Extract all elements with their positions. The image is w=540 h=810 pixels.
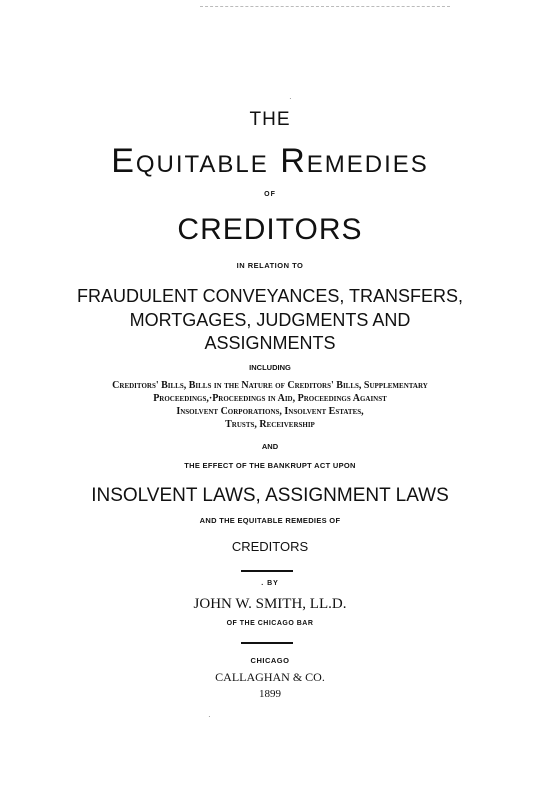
line-including-list-3: Insolvent Corporations, Insolvent Estates,: [176, 406, 364, 417]
line-mortgages-judgments: MORTGAGES, JUDGMENTS AND: [129, 310, 411, 330]
imprint-year: 1899: [259, 688, 281, 700]
line-equitable-remedies-of: AND THE EQUITABLE REMEDIES OF: [199, 516, 341, 525]
line-of: OF: [264, 191, 276, 198]
line-bankrupt-act: THE EFFECT OF THE BANKRUPT ACT UPON: [184, 461, 356, 470]
line-and: AND: [261, 442, 279, 451]
author-name: JOHN W. SMITH, LL.D.: [193, 596, 347, 612]
line-assignments: ASSIGNMENTS: [204, 333, 336, 353]
line-the: THE: [249, 109, 291, 130]
divider-rule-1: [241, 570, 293, 572]
imprint-city: CHICAGO: [250, 656, 290, 665]
divider-rule-2: [241, 642, 293, 644]
scan-speck-2: ·: [208, 712, 211, 721]
scan-speck: ·: [289, 94, 292, 103]
line-fraudulent-conveyances: FRAUDULENT CONVEYANCES, TRANSFERS,: [76, 286, 464, 306]
author-affiliation: OF THE CHICAGO BAR: [226, 620, 314, 627]
scan-edge-noise: [200, 6, 450, 9]
line-by: . BY: [261, 580, 279, 587]
line-creditors-2: CREDITORS: [231, 539, 309, 554]
main-title: Equitable Remedies: [111, 142, 429, 180]
line-in-relation-to: IN RELATION TO: [236, 261, 304, 270]
line-including: INCLUDING: [249, 363, 291, 372]
line-insolvent-laws: INSOLVENT LAWS, ASSIGNMENT LAWS: [91, 485, 449, 506]
line-creditors: CREDITORS: [177, 213, 363, 246]
imprint-publisher: CALLAGHAN & CO.: [215, 670, 325, 684]
line-including-list-2: Proceedings,·Proceedings in Aid, Proceedings Against: [153, 393, 387, 404]
line-including-list-4: Trusts, Receivership: [225, 419, 315, 430]
line-including-list-1: Creditors' Bills, Bills in the Nature of Creditors' Bills, Supplementary: [112, 380, 428, 391]
